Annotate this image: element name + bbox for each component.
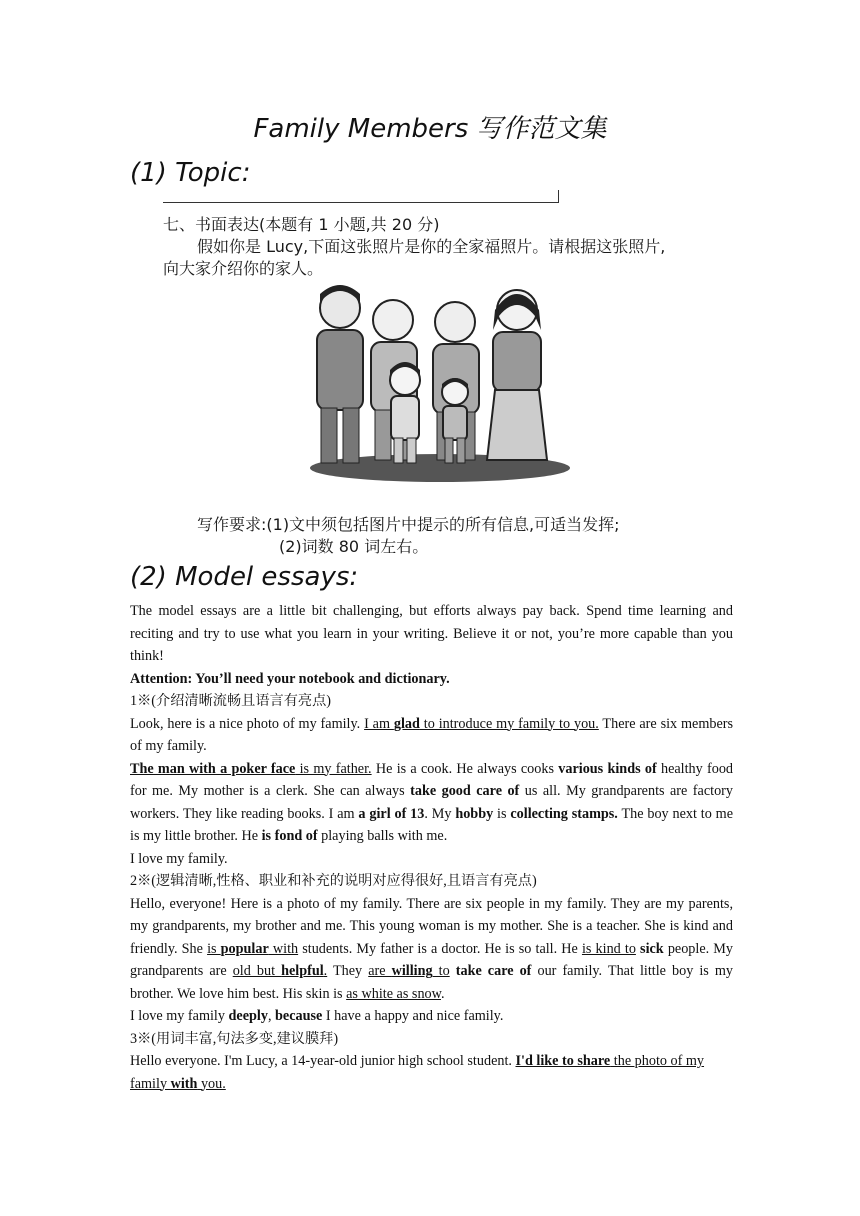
essay2-paragraph1 [130,893,733,1006]
intro-paragraph: The model essays are a little bit challenging, but efforts always pay back. Spend time learning and reciting and try to use what you learn in your writing. Believe it or not, you’re more capable than you think! [130,603,733,664]
e1-text: is my father. [295,760,372,777]
e3-bold: with [170,1075,198,1092]
e2-underline: is kind to [581,940,636,957]
e2-text: old but [232,963,282,979]
task-requirement-line2: (2)词数 80 词左右。 [279,537,429,556]
e3-text: you. [197,1075,226,1092]
e2-text: people. My grandparents are [130,940,734,979]
e1-bold: collecting stamps. [510,805,618,822]
section-model-heading: (2) Model essays: [130,562,359,592]
page-title: Family Members 写作范文集 [253,114,607,144]
essay1-paragraph3: I love my family. [130,850,228,867]
e1-text: Look, here is a nice photo of my family. [130,715,365,732]
e2-bold: popular [220,940,269,957]
family-photo-illustration [295,280,585,490]
e1-text: is [493,805,511,822]
essay2-paragraph2 [130,1005,733,1028]
e2-text: to [432,963,450,979]
essay2-label: 2※(逻辑清晰,性格、职业和补充的说明对应得很好,且语言有亮点) [130,873,537,889]
task-prompt-line2: 向大家介绍你的家人。 [163,259,324,278]
e3-text: the photo of my family [130,1053,705,1092]
task-heading: 七、书面表达(本题有 1 小题,共 20 分) [163,215,440,234]
essay1-paragraph1 [130,713,733,758]
e2-text: , [267,1008,276,1024]
bracket-rule [163,190,559,203]
e1-underline [130,761,372,777]
e1-text: There are six members of my family. [130,715,734,754]
e2-text: are [368,963,392,979]
essay3-paragraph1 [130,1050,733,1095]
e1-bold: take good care of [410,783,520,799]
attention-note [130,668,733,691]
e2-text: . [440,985,445,1002]
e2-bold: willing [391,963,433,979]
e1-text: to introduce my family to you. [419,715,599,732]
e1-text: us all. My grandparents are factory workers. They like reading books. I am [130,783,733,822]
e2-text: is [207,940,221,957]
e3-text: Hello everyone. I'm Lucy, a 14-year-old junior high school student. [130,1053,516,1069]
task-prompt-line1: 假如你是 Lucy,下面这张照片是你的全家福照片。请根据这张照片, [197,237,666,256]
e2-text: our family. That little boy is my brother. We love him best. His skin is [130,963,733,1002]
e2-text: I love my family [130,1008,229,1024]
e1-text: The boy next to me is my little brother. He [130,805,733,844]
e1-text: playing balls with me. [317,828,448,844]
e1-bold: a girl of 13 [358,805,425,822]
essay1-label: 1※(介绍清晰流畅且语言有亮点) [130,693,331,709]
essay3-label: 3※(用词丰富,句法多变,建议膜拜) [130,1030,339,1047]
e1-text: healthy food for me. My mother is a clerk. She can always [130,760,734,799]
e1-text: He is a cook. He always cooks [371,760,559,777]
e3-bold: I'd like to share [515,1053,611,1069]
e2-bold: sick [640,940,664,957]
e2-bold: deeply [228,1008,268,1024]
e1-text: . My [424,805,456,822]
e2-bold: because [275,1008,323,1024]
e1-underline [364,716,599,732]
e1-bold: glad [393,715,420,732]
attention-text: Attention: You’ll need your notebook and dictionary. [130,670,450,687]
task-requirement-line1: 写作要求:(1)文中须包括图片中提示的所有信息,可适当发挥; [197,515,620,534]
e2-underline [233,963,328,979]
e2-text: I have a happy and nice family. [322,1008,504,1024]
e2-bold: helpful [281,963,324,979]
section-topic-heading: (1) Topic: [130,158,251,188]
e2-text: They [327,963,369,979]
e1-text: I am [364,715,394,732]
e1-bold: is fond of [261,828,318,844]
e2-text: with [268,940,299,957]
essay-body [130,600,733,1095]
e2-underline [368,963,449,979]
e1-bold: various kinds of [558,760,657,777]
e2-bold: take care of [455,963,532,979]
e2-underline [207,941,298,957]
task-scan [155,190,735,560]
e2-text: students. My father is a doctor. He is so tall. He [298,940,582,957]
e2-text: . [323,963,328,979]
e1-bold: The man with a poker face [130,760,296,777]
e2-text: Hello, everyone! Here is a photo of my family. There are six people in my family. They are my parents, my grandparents, my brother and me. This young woman is my mother. She is a teacher. She is kind and friendly. She [130,895,733,957]
essay1-paragraph2 [130,758,733,848]
e1-bold: hobby [455,805,494,822]
e2-underline: as white as snow [346,985,441,1002]
